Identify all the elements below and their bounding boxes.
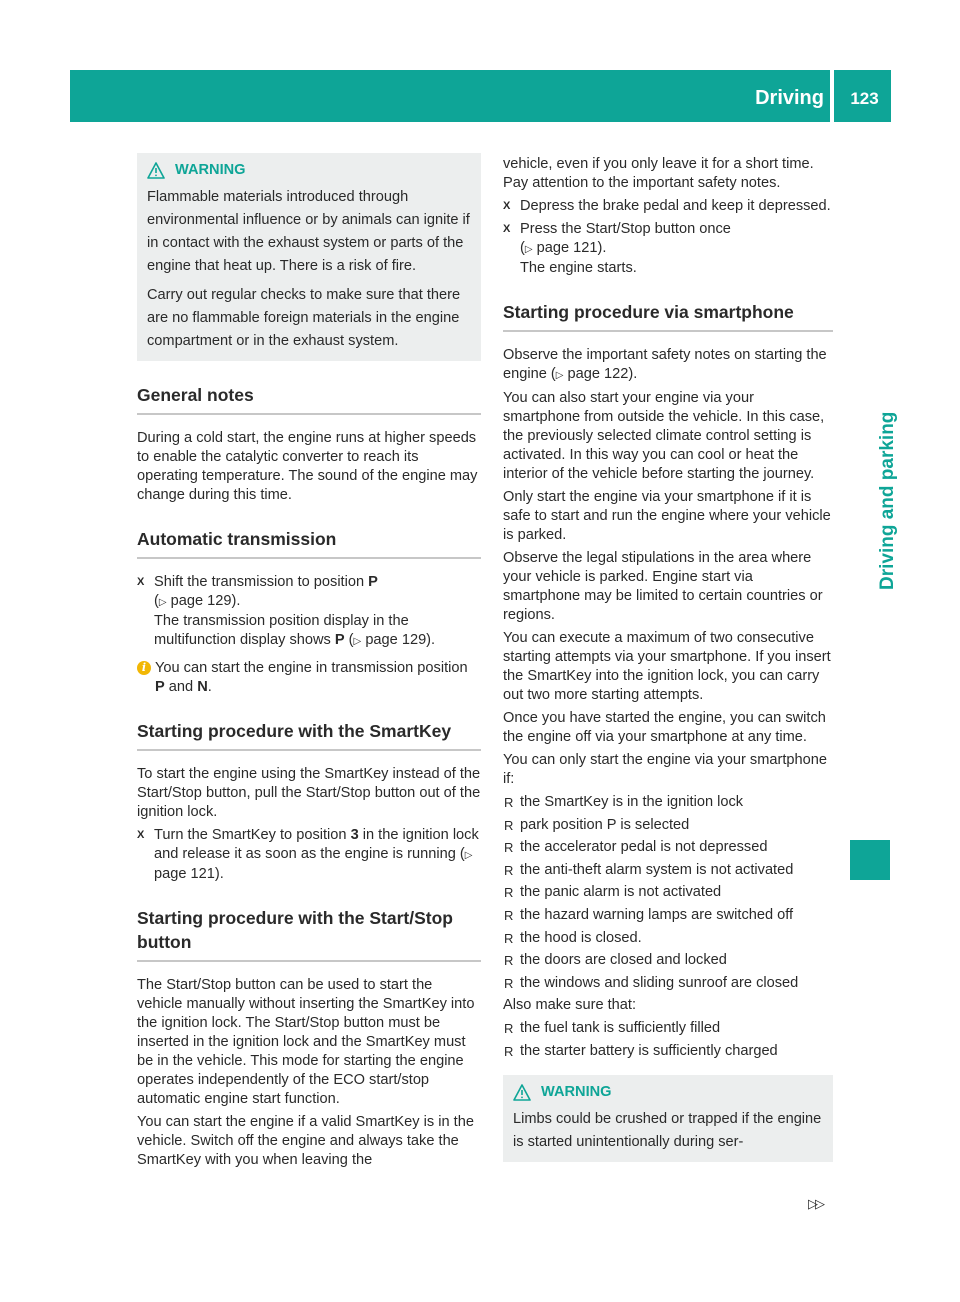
instruction-step: X Press the Start/Stop button once (▷ page 121). The engine starts. [503,221,731,276]
page-reference[interactable]: page 122). [567,366,638,382]
instruction-step: X Turn the SmartKey to position 3 in the ignition lock and release it as soon as the engine is running (▷ page 121). [137,827,479,882]
step-marker-icon: X [137,576,145,588]
paragraph: Only start the engine via your smartphone if it is safe to start and run the engine where your vehicle is parked. [503,489,831,543]
right-column [503,155,833,1162]
paragraph: You can also start your engine via your smartphone from outside the vehicle. In this case, the previously selected climate control setting is activated. In this way you can cool or heat the interior of the vehicle before starting the journey. [503,390,825,482]
section-automatic-transmission [137,527,481,697]
warning-text: Carry out regular checks to make sure that there are no flammable foreign materials in the engine compartment or in the exhaust system. [147,287,461,349]
list-item: R the anti-theft alarm system is not activated [504,861,794,878]
warning-text: Flammable materials introduced through environmental influence or by animals can ignite if in contact with the exhaust system or parts of the engine that heat up. There is a risk of fire. [147,189,470,274]
bullet-icon: R [504,930,514,946]
page-reference[interactable]: page 121). [154,866,224,882]
section-general-notes [137,383,481,505]
paragraph: The Start/Stop button can be used to start the vehicle manually without inserting the SmartKey into the ignition lock. The Start/Stop button must be inserted in the ignition lock and the SmartKey must be in the vehicle. This mode for starting the engine operates independently of the ECO start/stop automatic engine start function. [137,977,475,1107]
instruction-step: X Depress the brake pedal and keep it depressed. [503,198,831,214]
paragraph: Observe the important safety notes on starting the engine (▷ page 122). [503,347,827,382]
page-ref-icon: ▷ [524,244,533,255]
section-heading: Starting procedure with the Start/Stop button [137,906,481,962]
left-column [137,153,481,1174]
list-item: R the accelerator pedal is not depressed [504,839,768,856]
step-marker-icon: X [137,829,145,841]
continue-marker-icon: ▷▷ [808,1196,822,1211]
page-ref-icon: ▷ [158,597,167,608]
paragraph: You can only start the engine via your smartphone if: [503,752,827,787]
bullet-icon: R [504,1021,514,1037]
step-marker-icon: X [503,223,511,235]
bullet-icon: R [504,1043,514,1059]
list-item: R the fuel tank is sufficiently filled [504,1020,721,1037]
section-smartkey [137,719,481,884]
paragraph: You can execute a maximum of two consecutive starting attempts via your smartphone. If you insert the SmartKey into the ignition lock, you can carry out two more starting attempts. [503,630,831,703]
list-item: R the hazard warning lamps are switched off [504,906,794,923]
warning-box [137,153,481,361]
section-heading: Starting procedure with the SmartKey [137,719,481,751]
info-icon: i [137,661,151,675]
paragraph: vehicle, even if you only leave it for a short time. Pay attention to the important safety notes. [503,156,814,191]
section-heading: Starting procedure via smartphone [503,300,833,332]
bullet-icon: R [504,817,514,833]
paragraph: You can start the engine if a valid SmartKey is in the vehicle. Switch off the engine and always take the SmartKey with you when leaving the [137,1114,474,1168]
bullet-icon: R [504,862,514,878]
warning-box [503,1075,833,1162]
info-note: i You can start the engine in transmission position P and N. [137,659,481,697]
list-item: R the SmartKey is in the ignition lock [504,794,744,810]
section-heading: Automatic transmission [137,527,481,559]
paragraph: To start the engine using the SmartKey instead of the Start/Stop button, pull the Start/Stop button out of the ignition lock. [137,766,481,820]
page-ref-icon: ▷ [464,850,473,861]
instruction-step: X Shift the transmission to position P (▷ page 129). The transmission position display in the multifunction display shows P (▷ page 129). [137,574,436,648]
page-reference[interactable]: page 129). [170,593,241,609]
bullet-icon: R [504,953,514,969]
bullet-icon: R [504,907,514,923]
warning-title: WARNING [541,1083,612,1100]
warning-text: Limbs could be crushed or trapped if the engine is started unintentionally during ser- [513,1110,822,1150]
bullet-icon: R [504,795,514,810]
section-heading: General notes [137,383,481,415]
section-start-stop [137,906,481,1170]
section-smartphone [503,300,833,1061]
bullet-icon: R [504,975,514,991]
paragraph: Also make sure that: [503,997,637,1014]
bullet-icon: R [504,885,514,901]
list-item: R the starter battery is sufficiently charged [504,1042,778,1059]
list-item: R the doors are closed and locked [504,952,727,969]
page-ref-icon: ▷ [353,636,362,647]
paragraph: During a cold start, the engine runs at higher speeds to enable the catalytic converter to reach its operating temperature. The sound of the engine may change during this time. [137,430,478,503]
bullet-icon: R [504,840,514,856]
header-separator [830,70,834,122]
list-item: R the panic alarm is not activated [504,884,722,901]
paragraph: Observe the legal stipulations in the area where your vehicle is parked. Engine start via smartphone may be limited to certain countries or regions. [503,550,823,623]
page-number: 123 [850,89,879,108]
page-ref-icon: ▷ [555,370,564,381]
step-result: The engine starts. [520,260,637,276]
paragraph: Once you have started the engine, you can switch the engine off via your smartphone at any time. [503,710,826,745]
warning-header [513,1083,823,1102]
step-marker-icon: X [503,200,511,212]
section-title: Driving [755,87,824,109]
list-item: R the hood is closed. [504,929,642,946]
side-tab-marker [850,840,890,880]
warning-header [147,161,471,180]
warning-title: WARNING [175,162,246,178]
list-item: R park position P is selected [504,816,690,833]
warning-triangle-icon [513,1084,531,1101]
page-reference[interactable]: page 121). [536,240,607,256]
page-reference[interactable]: page 129). [365,632,436,648]
list-item: R the windows and sliding sunroof are closed [504,974,799,991]
warning-triangle-icon [147,162,165,179]
